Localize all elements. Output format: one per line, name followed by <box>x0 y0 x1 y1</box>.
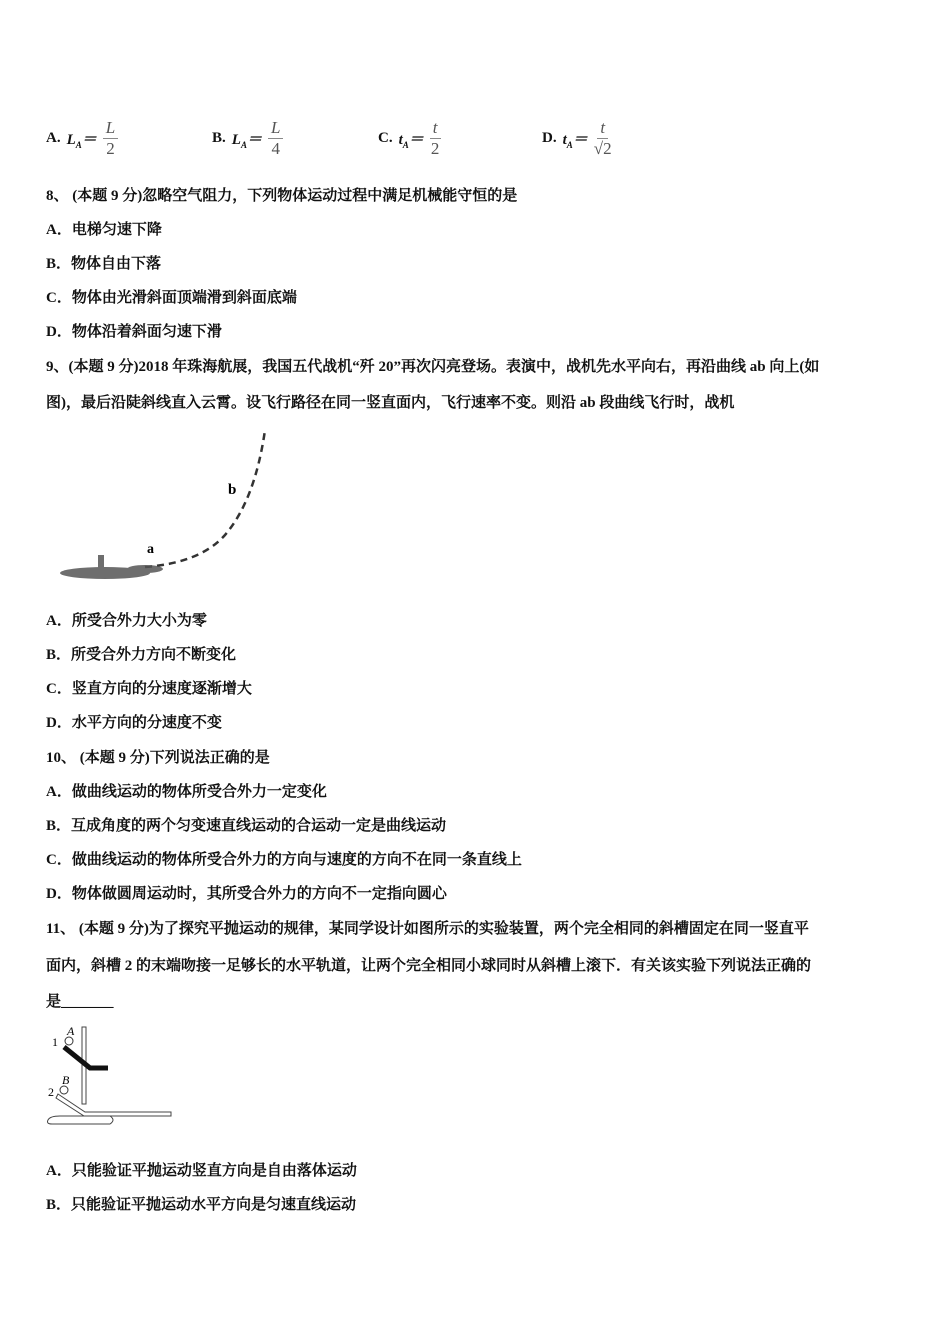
q9-option: D．水平方向的分速度不变 <box>46 715 222 731</box>
q9-stem-line2: 图)，最后沿陡斜线直入云霄。设飞行路径在同一竖直面内，飞行速率不变。则沿 ab 段曲线飞行时，战机 <box>46 395 735 411</box>
sub: A <box>75 139 82 150</box>
projectile-apparatus-figure <box>40 1020 190 1130</box>
q11-option: B．只能验证平抛运动水平方向是匀速直线运动 <box>46 1197 357 1213</box>
label-A: A <box>67 1024 75 1038</box>
option-letter: A. <box>46 130 61 146</box>
fraction <box>430 118 441 159</box>
q10-option: D．物体做圆周运动时，其所受合外力的方向不一定指向圆心 <box>46 886 447 902</box>
q10-option: C．做曲线运动的物体所受合外力的方向与速度的方向不在同一条直线上 <box>46 852 522 868</box>
fraction <box>268 118 283 159</box>
fraction <box>103 118 118 159</box>
q11-stem-line1: 11、 (本题 9 分)为了探究平抛运动的规律，某同学设计如图所示的实验装置，两个完全相同的斜槽固定在同一竖直平 <box>46 921 809 937</box>
numerator: L <box>103 118 118 139</box>
option-letter: D. <box>542 130 557 146</box>
sub: A <box>402 139 409 150</box>
label-b: b <box>228 482 237 498</box>
q9-option: A．所受合外力大小为零 <box>46 613 207 629</box>
option-letter: B. <box>212 130 226 146</box>
q11-stem-line2: 面内，斜槽 2 的末端吻接一足够长的水平轨道，让两个完全相同小球同时从斜槽上滚下．有关该实验下列说法正确的 <box>46 958 812 974</box>
numerator: t <box>430 118 441 139</box>
q10-option: A．做曲线运动的物体所受合外力一定变化 <box>46 784 327 800</box>
label-a: a <box>147 542 154 557</box>
numerator: L <box>268 118 283 139</box>
denominator: 2 <box>430 139 440 158</box>
sub: A <box>240 139 247 150</box>
var: t <box>398 131 403 148</box>
q8-option: B．物体自由下落 <box>46 256 162 272</box>
q8-option: C．物体由光滑斜面顶端滑到斜面底端 <box>46 290 297 306</box>
q9-option: B．所受合外力方向不断变化 <box>46 647 237 663</box>
label-B: B <box>62 1073 70 1087</box>
q8-option: A．电梯匀速下降 <box>46 222 162 238</box>
numerator: t <box>597 118 608 139</box>
option-letter: C. <box>378 130 393 146</box>
q9-stem-line1: 9、(本题 9 分)2018 年珠海航展，我国五代战机“歼 20”再次闪亮登场。表演中，战机先水平向右，再沿曲线 ab 向上(如 <box>46 359 820 375</box>
q7-option-b: B. $L_A=$ $\frac{L}{4}$ <box>212 118 283 159</box>
q10-option: B．互成角度的两个匀变速直线运动的合运动一定是曲线运动 <box>46 818 447 834</box>
sub: A <box>566 139 573 150</box>
fraction <box>594 118 612 159</box>
fighter-jet-trajectory-figure <box>50 425 280 590</box>
q9-option: C．竖直方向的分速度逐渐增大 <box>46 681 252 697</box>
denominator: 2 <box>106 139 115 158</box>
q7-option-c: C. $t_A=$ $\frac{t}{2}$ <box>378 118 440 158</box>
q8-stem: 8、 (本题 9 分)忽略空气阻力，下列物体运动过程中满足机械能守恒的是 <box>46 188 518 204</box>
var: L <box>66 131 76 148</box>
denominator: √2 <box>593 139 612 158</box>
q11-option: A．只能验证平抛运动竖直方向是自由落体运动 <box>46 1163 357 1179</box>
q7-option-a: A. $L_A=$ $\frac{L}{2}$ <box>46 118 118 159</box>
label-1: 1 <box>52 1035 58 1049</box>
var: L <box>231 131 241 148</box>
q8-option: D．物体沿着斜面匀速下滑 <box>46 324 222 340</box>
var: t <box>562 131 567 148</box>
q10-stem: 10、 (本题 9 分)下列说法正确的是 <box>46 750 270 766</box>
label-2: 2 <box>48 1085 54 1099</box>
denominator: 4 <box>271 139 280 158</box>
q7-option-d: D. $t_A=$ $\frac{t}{√2}$ <box>542 118 612 158</box>
q11-stem-line3: 是_______ <box>46 994 114 1010</box>
